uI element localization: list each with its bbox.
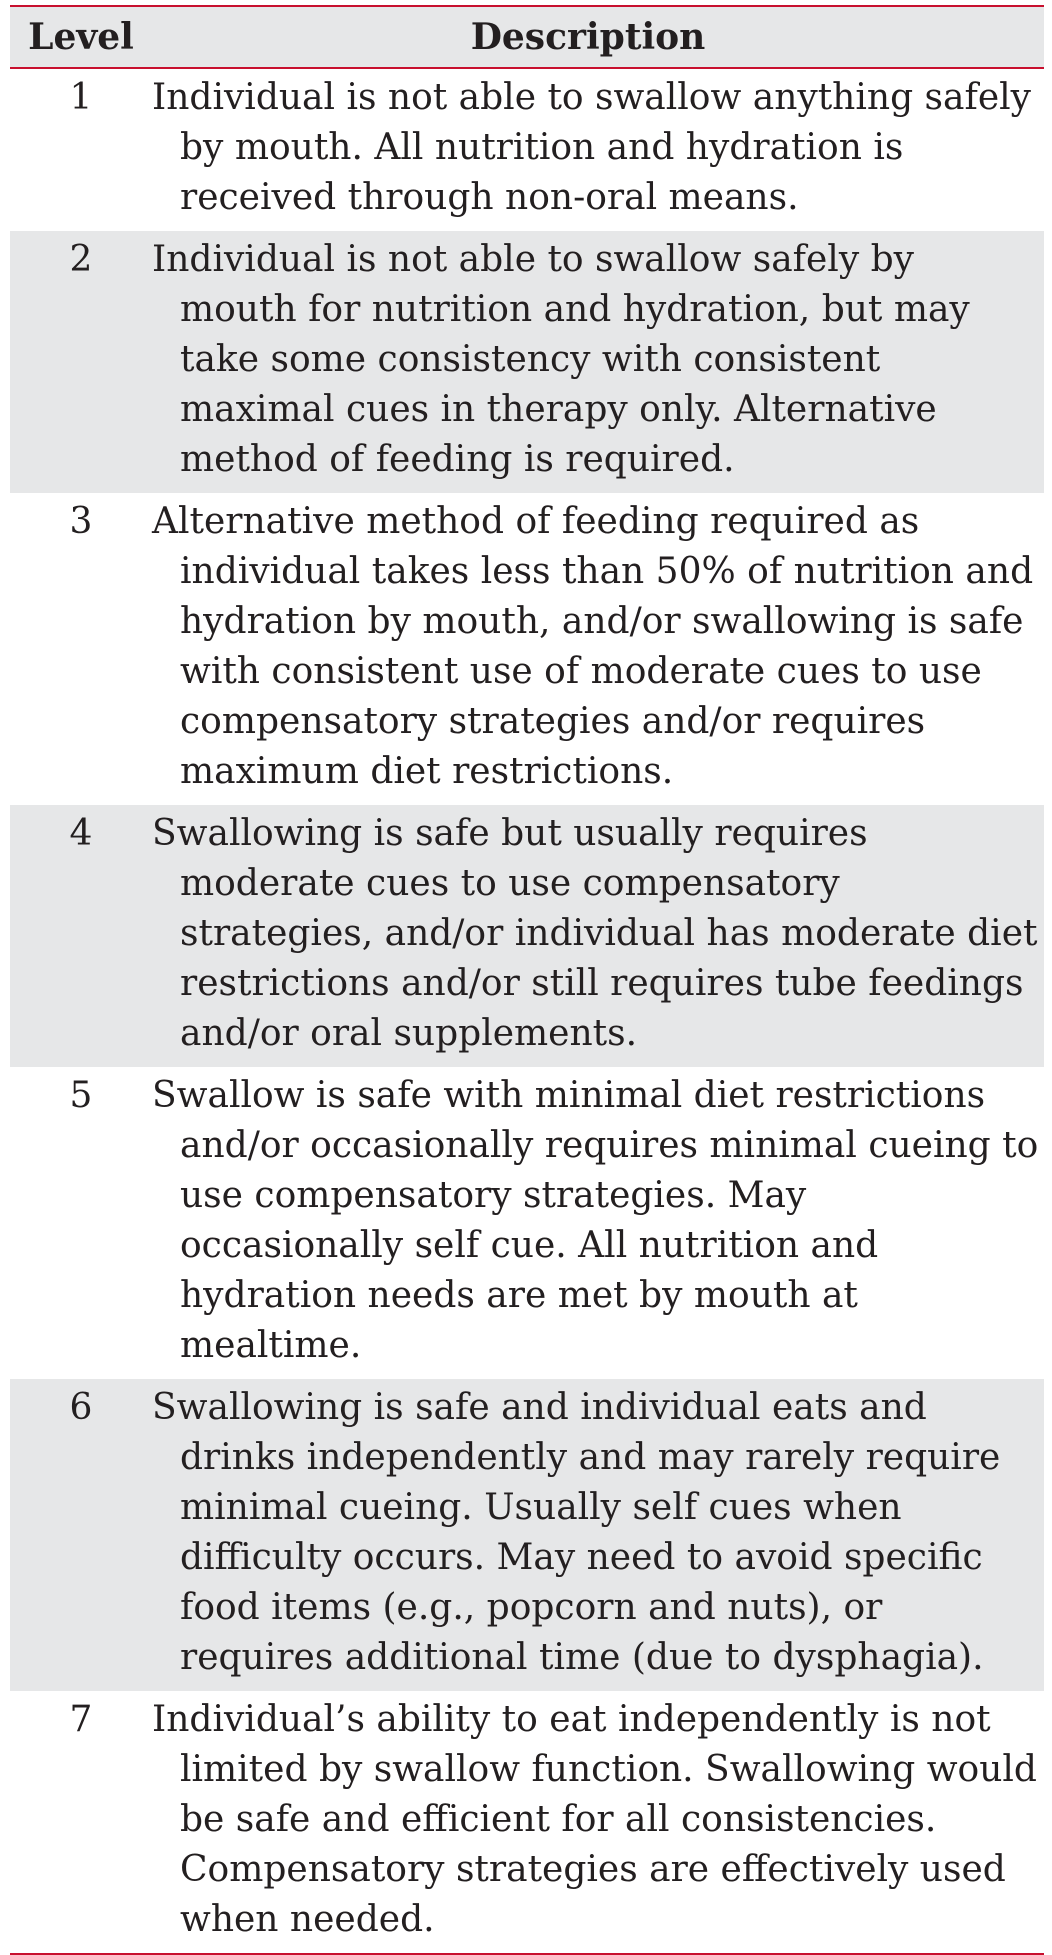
table-row	[10, 805, 1044, 1067]
row-level: 5	[69, 1075, 93, 1116]
table-row	[10, 493, 1044, 805]
row-level: 2	[69, 239, 93, 280]
header-level: Level	[28, 16, 134, 58]
table-header	[10, 7, 1044, 67]
row-description: Individual’s ability to eat independently is not limited by swallow function. Swallowing would be safe and efficient for all consistencies. Compensatory strategies are effectively used when needed.	[152, 1699, 1037, 1940]
row-level: 3	[69, 501, 93, 542]
row-level: 7	[69, 1699, 93, 1740]
row-description: Individual is not able to swallow anything safely by mouth. All nutrition and hydration is received through non-oral means.	[152, 77, 1031, 218]
row-description: Individual is not able to swallow safely by mouth for nutrition and hydration, but may take some consistency with consistent maximal cues in therapy only. Alternative method of feeding is required.	[152, 239, 970, 480]
row-description: Alternative method of feeding required as individual takes less than 50% of nutrition and hydration by mouth, and/or swallowing is safe with consistent use of moderate cues to use compensatory strategies and/or requires maximum diet restrictions.	[152, 501, 1034, 792]
table-row	[10, 231, 1044, 493]
row-level: 4	[69, 813, 93, 854]
table-row	[10, 1067, 1044, 1379]
header-description: Description	[470, 16, 706, 58]
row-description: Swallowing is safe and individual eats and drinks independently and may rarely require minimal cueing. Usually self cues when difficulty occurs. May need to avoid specific food items (e.g., popcorn and nuts), or requires additional time (due to dysphagia).	[152, 1387, 1001, 1678]
table-row	[10, 1379, 1044, 1691]
row-level: 6	[69, 1387, 93, 1428]
table-row	[10, 69, 1044, 231]
swallow-level-table	[10, 5, 1044, 1955]
row-description: Swallowing is safe but usually requires moderate cues to use compensatory strategies, and/or individual has moderate diet restrictions and/or still requires tube feedings and/or oral supplements.	[152, 813, 1038, 1054]
row-description: Swallow is safe with minimal diet restrictions and/or occasionally requires minimal cueing to use compensatory strategies. May occasionally self cue. All nutrition and hydration needs are met by mouth at mealtime.	[152, 1075, 1039, 1366]
row-level: 1	[69, 77, 93, 118]
table-row	[10, 1691, 1044, 1953]
